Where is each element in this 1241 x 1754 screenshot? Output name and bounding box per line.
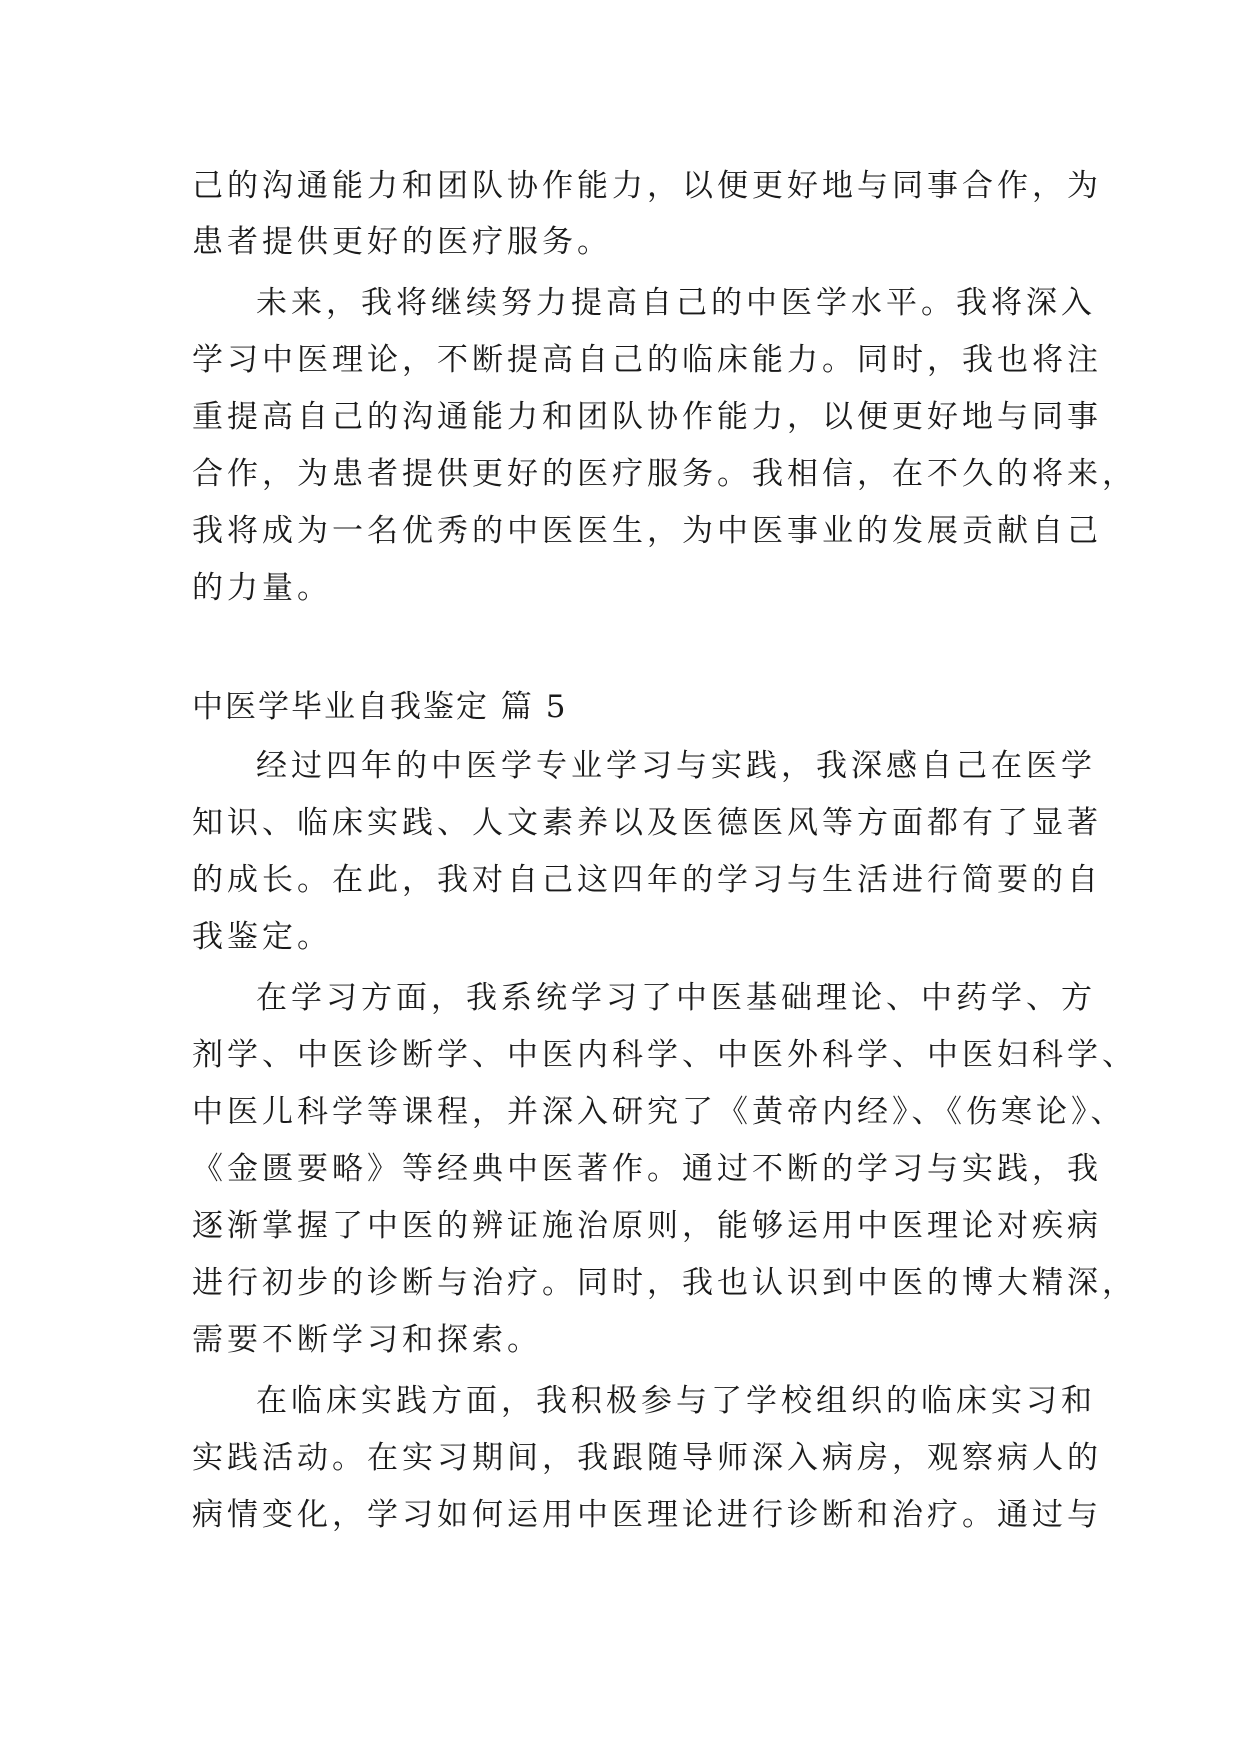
text-line-12: 的成长。在此，我对自己这四年的学习与生活进行简要的自 bbox=[192, 862, 1102, 898]
text-line-7: 我将成为一名优秀的中医医生，为中医事业的发展贡献自己 bbox=[192, 513, 1102, 549]
text-line-13: 我鉴定。 bbox=[192, 919, 332, 955]
text-line-20: 需要不断学习和探索。 bbox=[192, 1322, 542, 1358]
text-line-23: 病情变化，学习如何运用中医理论进行诊断和治疗。通过与 bbox=[192, 1497, 1102, 1533]
text-line-2: 患者提供更好的医疗服务。 bbox=[192, 224, 612, 260]
paragraph-first-line: 未来，我将继续努力提高自己的中医学水平。我将深入 bbox=[256, 285, 1096, 321]
paragraph-first-line: 在学习方面，我系统学习了中医基础理论、中药学、方 bbox=[256, 980, 1096, 1016]
text-line-19: 进行初步的诊断与治疗。同时，我也认识到中医的博大精深， bbox=[192, 1265, 1137, 1301]
text-line-8: 的力量。 bbox=[192, 570, 332, 606]
text-line-11: 知识、临床实践、人文素养以及医德医风等方面都有了显著 bbox=[192, 805, 1102, 841]
text-line-5: 重提高自己的沟通能力和团队协作能力，以便更好地与同事 bbox=[192, 399, 1102, 435]
paragraph-first-line: 经过四年的中医学专业学习与实践，我深感自己在医学 bbox=[256, 748, 1096, 784]
text-line-4: 学习中医理论，不断提高自己的临床能力。同时，我也将注 bbox=[192, 342, 1102, 378]
text-line-6: 合作，为患者提供更好的医疗服务。我相信，在不久的将来， bbox=[192, 456, 1137, 492]
text-line-1: 己的沟通能力和团队协作能力，以便更好地与同事合作，为 bbox=[192, 168, 1102, 204]
text-line-17: 《金匮要略》等经典中医著作。通过不断的学习与实践，我 bbox=[192, 1151, 1102, 1187]
text-line-18: 逐渐掌握了中医的辨证施治原则，能够运用中医理论对疾病 bbox=[192, 1208, 1102, 1244]
text-line-16: 中医儿科学等课程，并深入研究了《黄帝内经》、《伤寒论》、 bbox=[192, 1094, 1126, 1130]
text-line-15: 剂学、中医诊断学、中医内科学、中医外科学、中医妇科学、 bbox=[192, 1037, 1137, 1073]
text-line-22: 实践活动。在实习期间，我跟随导师深入病房，观察病人的 bbox=[192, 1440, 1102, 1476]
paragraph-first-line: 在临床实践方面，我积极参与了学校组织的临床实习和 bbox=[256, 1383, 1096, 1419]
section-heading: 中医学毕业自我鉴定 篇 5 bbox=[192, 689, 568, 725]
